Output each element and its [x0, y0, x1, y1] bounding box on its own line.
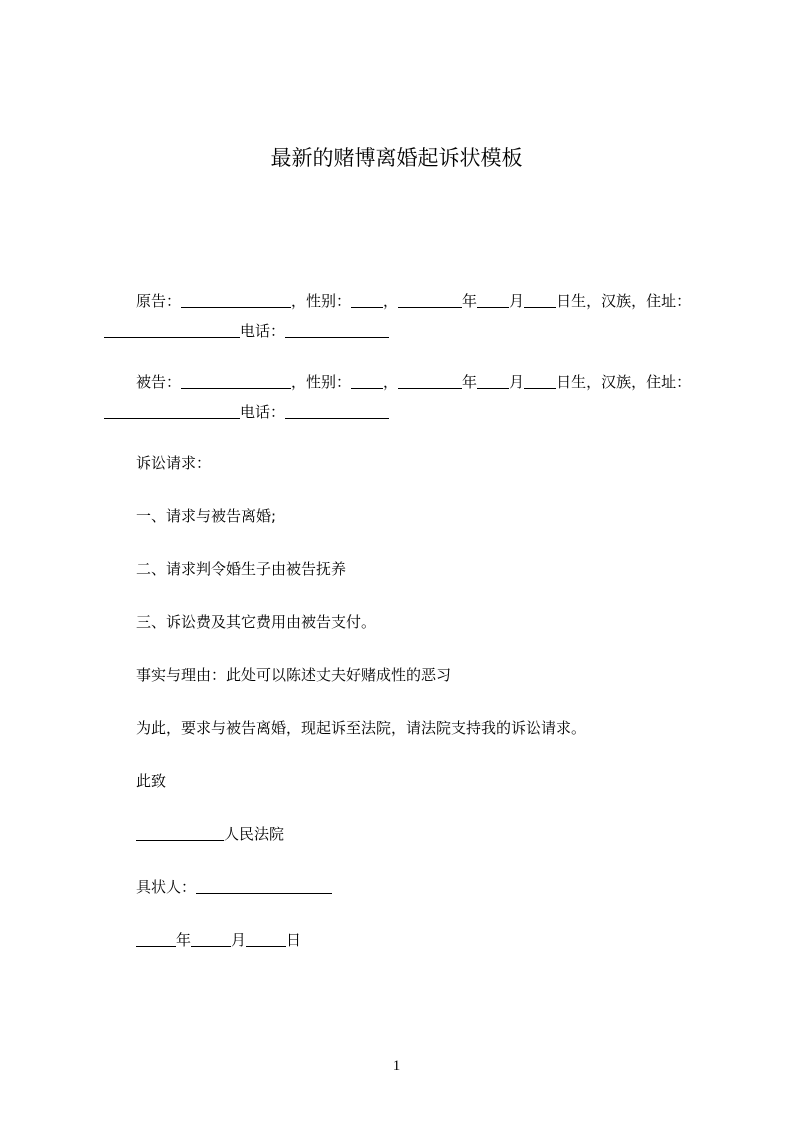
plaintiff-info	[104, 286, 714, 346]
defendant-name-blank	[181, 368, 291, 389]
court-name-blank	[136, 820, 224, 841]
plaintiff-line-1	[104, 286, 714, 316]
signer-label: 具状人：	[136, 878, 197, 896]
defendant-gender-label: ，性别：	[291, 373, 352, 391]
defendant-line-1	[104, 367, 714, 397]
date-day-blank	[246, 926, 286, 947]
plaintiff-year-label: 年	[462, 292, 478, 310]
date-month-blank	[191, 926, 231, 947]
defendant-year-blank	[398, 368, 462, 389]
date-month-label: 月	[231, 931, 247, 949]
defendant-gender-blank	[351, 368, 383, 389]
plaintiff-month-blank	[477, 287, 509, 308]
defendant-day-rest: 日生，汉族，住址：	[556, 373, 692, 391]
plaintiff-day-rest: 日生，汉族，住址：	[556, 292, 692, 310]
plaintiff-year-blank	[398, 287, 462, 308]
page-number: 1	[392, 1058, 401, 1074]
date-year-blank	[136, 926, 176, 947]
plaintiff-phone-blank	[285, 317, 389, 338]
defendant-year-label: 年	[462, 373, 478, 391]
defendant-info	[104, 367, 714, 427]
plaintiff-line-2	[104, 316, 714, 346]
claim-item-3: 三、诉讼费及其它费用由被告支付。	[136, 613, 377, 631]
conclusion-paragraph: 为此，要求与被告离婚，现起诉至法院，请法院支持我的诉讼请求。	[136, 719, 587, 737]
plaintiff-day-blank	[524, 287, 556, 308]
plaintiff-name-blank	[181, 287, 291, 308]
plaintiff-label: 原告：	[136, 292, 182, 310]
court-suffix: 人民法院	[224, 825, 285, 843]
defendant-phone-label: 电话：	[240, 403, 286, 421]
plaintiff-gender-label: ，性别：	[291, 292, 352, 310]
defendant-comma: ，	[383, 373, 399, 391]
defendant-address-blank	[104, 398, 240, 419]
plaintiff-month-label: 月	[509, 292, 525, 310]
plaintiff-address-blank	[104, 317, 240, 338]
claim-item-2: 二、请求判令婚生子由被告抚养	[136, 560, 347, 578]
defendant-month-blank	[477, 368, 509, 389]
defendant-phone-blank	[285, 398, 389, 419]
defendant-line-2	[104, 397, 714, 427]
signer-line	[136, 872, 332, 902]
facts-paragraph: 事实与理由：此处可以陈述丈夫好赌成性的恶习	[136, 666, 452, 684]
document-title: 最新的赌博离婚起诉状模板	[270, 146, 523, 170]
court-line	[136, 819, 284, 849]
date-year-label: 年	[176, 931, 192, 949]
signer-blank	[196, 873, 332, 894]
plaintiff-phone-label: 电话：	[240, 322, 286, 340]
claim-item-1: 一、请求与被告离婚;	[136, 507, 277, 525]
date-day-label: 日	[286, 931, 302, 949]
defendant-label: 被告：	[136, 373, 182, 391]
claims-heading: 诉讼请求：	[136, 454, 212, 472]
salutation: 此致	[136, 772, 167, 790]
defendant-month-label: 月	[509, 373, 525, 391]
plaintiff-comma: ，	[383, 292, 399, 310]
plaintiff-gender-blank	[351, 287, 383, 308]
date-line	[136, 925, 301, 955]
defendant-day-blank	[524, 368, 556, 389]
